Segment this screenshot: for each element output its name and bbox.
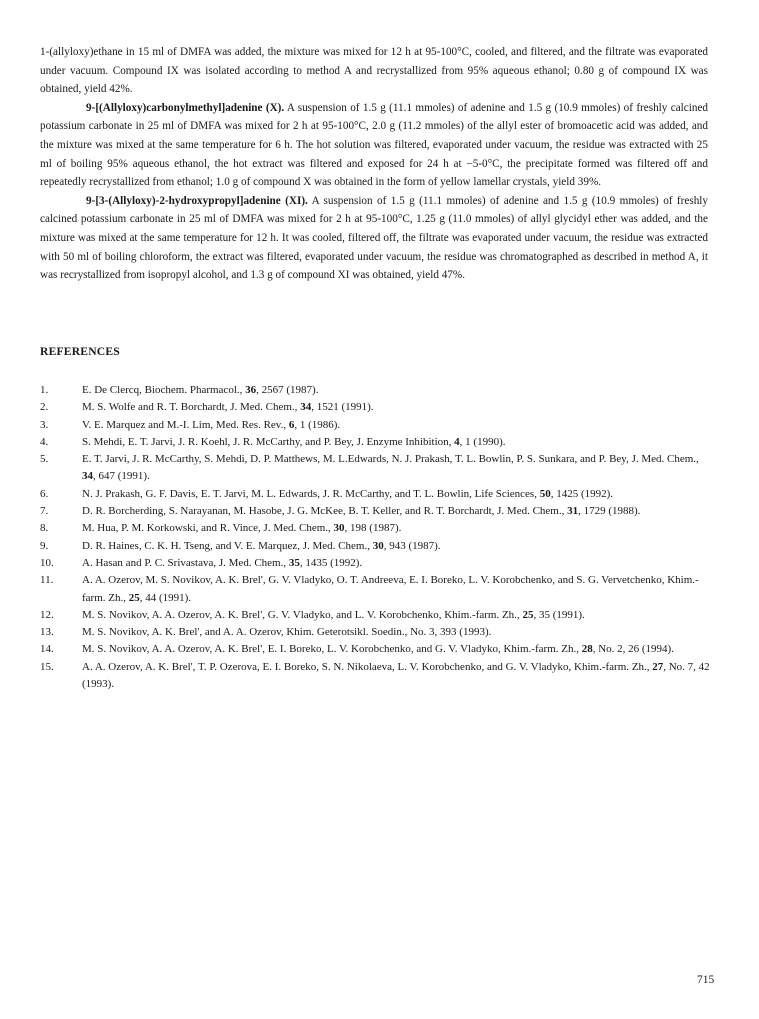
reference-number: 6. <box>40 487 49 500</box>
reference-citation: D. R. Haines, C. K. H. Tseng, and V. E. Marquez, J. Med. Chem., 30, 943 (1987). <box>82 539 441 552</box>
reference-number: 5. <box>40 453 49 466</box>
reference-item <box>40 624 710 641</box>
page-number: 715 <box>697 974 715 986</box>
reference-item <box>40 399 710 416</box>
reference-volume: 50 <box>539 487 551 500</box>
paragraph-compound-xi <box>40 192 708 285</box>
reference-volume: 28 <box>581 643 593 656</box>
reference-item <box>40 607 710 624</box>
reference-citation: M. S. Novikov, A. K. Brel', and A. A. Ozerov, Khim. Geterotsikl. Soedin., No. 3, 393 (1993). <box>82 626 492 639</box>
reference-item <box>40 417 710 434</box>
reference-number: 1. <box>40 384 49 396</box>
compound-xi-procedure: A suspension of 1.5 g (11.1 mmoles) of adenine and 1.5 g (10.9 mmoles) of freshly calcined potassium carbonate in 25 ml of DMFA was mixed for 2 h at 95-100°C, 1.25 g (11.0 mmoles) of allyl glycidyl ether was added, and the mixture was mixed at the same temperature for 12 h. It was cooled, filtered off, the filtrate was evaporated under vacuum, the residue was extracted with 50 ml of boiling chloroform, the extract was filtered, evaporated under vacuum, the residue was chromatographed as described in method A, it was recrystallized from isopropyl alcohol, and 1.3 g of compound XI was obtained, yield 47%. <box>40 194 708 282</box>
reference-volume: 30 <box>372 539 384 552</box>
reference-item <box>40 641 710 658</box>
reference-number: 8. <box>40 522 49 535</box>
reference-number: 7. <box>40 505 49 518</box>
reference-citation: A. Hasan and P. C. Srivastava, J. Med. Chem., 35, 1435 (1992). <box>82 556 363 569</box>
reference-item <box>40 659 710 694</box>
reference-citation: S. Mehdi, E. T. Jarvi, J. R. Koehl, J. R. McCarthy, and P. Bey, J. Enzyme Inhibition, 4, 1 (1990). <box>82 435 506 448</box>
reference-number: 14. <box>40 643 54 656</box>
compound-x-title: 9-[(Allyloxy)carbonylmethyl]adenine (X). <box>86 101 285 114</box>
reference-number: 3. <box>40 418 49 431</box>
reference-citation: M. S. Novikov, A. A. Ozerov, A. K. Brel', G. V. Vladyko, and L. V. Korobchenko, Khim.-farm. Zh., 25, 35 (1991). <box>82 608 585 621</box>
reference-number: 12. <box>40 608 54 621</box>
experimental-text <box>40 43 708 285</box>
reference-number: 11. <box>40 574 54 587</box>
references-list <box>40 382 710 693</box>
reference-citation: A. A. Ozerov, M. S. Novikov, A. K. Brel', G. V. Vladyko, O. T. Andreeva, E. I. Boreko, L. V. Korobchenko, and S. G. Vervetchenko, Khim.-farm. Zh., 25, 44 (1991). <box>82 574 699 604</box>
reference-item <box>40 538 710 555</box>
reference-item <box>40 434 710 451</box>
reference-volume: 30 <box>333 522 345 535</box>
reference-citation: E. T. Jarvi, J. R. McCarthy, S. Mehdi, D. P. Matthews, M. L.Edwards, N. J. Prakash, T. L. Bowlin, P. S. Sunkara, and P. Bey, J. Med. Chem., 34, 647 (1991). <box>82 453 699 483</box>
reference-number: 10. <box>40 556 54 569</box>
reference-item <box>40 572 710 607</box>
reference-item <box>40 382 710 399</box>
reference-citation: E. De Clercq, Biochem. Pharmacol., 36, 2567 (1987). <box>82 384 319 396</box>
reference-item <box>40 555 710 572</box>
reference-volume: 25 <box>128 591 140 604</box>
reference-volume: 31 <box>567 505 579 518</box>
reference-citation: N. J. Prakash, G. F. Davis, E. T. Jarvi, M. L. Edwards, J. R. McCarthy, and T. L. Bowlin, Life Sciences, 50, 1425 (1992). <box>82 487 614 500</box>
reference-item <box>40 451 710 486</box>
reference-volume: 4 <box>454 435 460 448</box>
reference-item <box>40 503 710 520</box>
compound-x-procedure: A suspension of 1.5 g (11.1 mmoles) of adenine and 1.5 g (10.9 mmoles) of freshly calcined potassium carbonate in 25 ml of DMFA was mixed for 2 h at 95-100°C, 2.0 g (11.2 mmoles) of the allyl ester of bromoacetic acid was added, and the mixture was mixed at the same temperature for 6 h. The hot solution was filtered, evaporated under vacuum, the residue was extracted with 25 ml of boiling 95% aqueous ethanol, the hot extract was filtered and exposed for 24 h at −5-0°C, the precipitate formed was filtered off and repeatedly recrystallized from ethanol; 1.0 g of compound X was obtained in the form of yellow lamellar crystals, yield 39%. <box>40 101 709 189</box>
reference-volume: 36 <box>245 384 257 396</box>
reference-item <box>40 520 710 537</box>
reference-volume: 34 <box>82 470 93 483</box>
reference-volume: 34 <box>300 401 312 414</box>
reference-citation: M. S. Novikov, A. A. Ozerov, A. K. Brel', E. I. Boreko, L. V. Korobchenko, and G. V. Vladyko, Khim.-farm. Zh., 28, No. 2, 26 (1994). <box>82 643 674 656</box>
reference-volume: 25 <box>522 608 534 621</box>
reference-number: 15. <box>40 660 54 673</box>
compound-xi-title: 9-[3-(Allyloxy)-2-hydroxypropyl]adenine (XI). <box>86 194 308 207</box>
reference-number: 2. <box>40 401 49 414</box>
references-heading: REFERENCES <box>40 345 120 358</box>
paragraph-compound-ix: 1-(allyloxy)ethane in 15 ml of DMFA was added, the mixture was mixed for 12 h at 95-100°C, cooled, and filtered, and the filtrate was evaporated under vacuum. Compound IX was isolated according to method A and recrystallized from 95% aqueous ethanol; 0.80 g of compound IX was obtained, yield 42%. <box>40 46 708 96</box>
reference-volume: 35 <box>288 556 300 569</box>
reference-number: 4. <box>40 435 49 448</box>
reference-number: 13. <box>40 626 54 639</box>
reference-citation: A. A. Ozerov, A. K. Brel', T. P. Ozerova, E. I. Boreko, S. N. Nikolaeva, L. V. Korobchenko, and G. V. Vladyko, Khim.-farm. Zh., 27, No. 7, 42 (1993). <box>82 660 710 691</box>
reference-citation: D. R. Borcherding, S. Narayanan, M. Hasobe, J. G. McKee, B. T. Keller, and R. T. Borchardt, J. Med. Chem., 31, 1729 (1988). <box>82 505 641 518</box>
reference-citation: V. E. Marquez and M.-I. Lim, Med. Res. Rev., 6, 1 (1986). <box>82 418 341 431</box>
reference-citation: M. Hua, P. M. Korkowski, and R. Vince, J. Med. Chem., 30, 198 (1987). <box>82 522 402 535</box>
reference-volume: 6 <box>288 418 295 431</box>
reference-number: 9. <box>40 539 49 552</box>
reference-citation: M. S. Wolfe and R. T. Borchardt, J. Med. Chem., 34, 1521 (1991). <box>82 401 374 414</box>
reference-volume: 27 <box>652 660 664 673</box>
reference-item <box>40 486 710 503</box>
paragraph-compound-x <box>40 99 708 192</box>
